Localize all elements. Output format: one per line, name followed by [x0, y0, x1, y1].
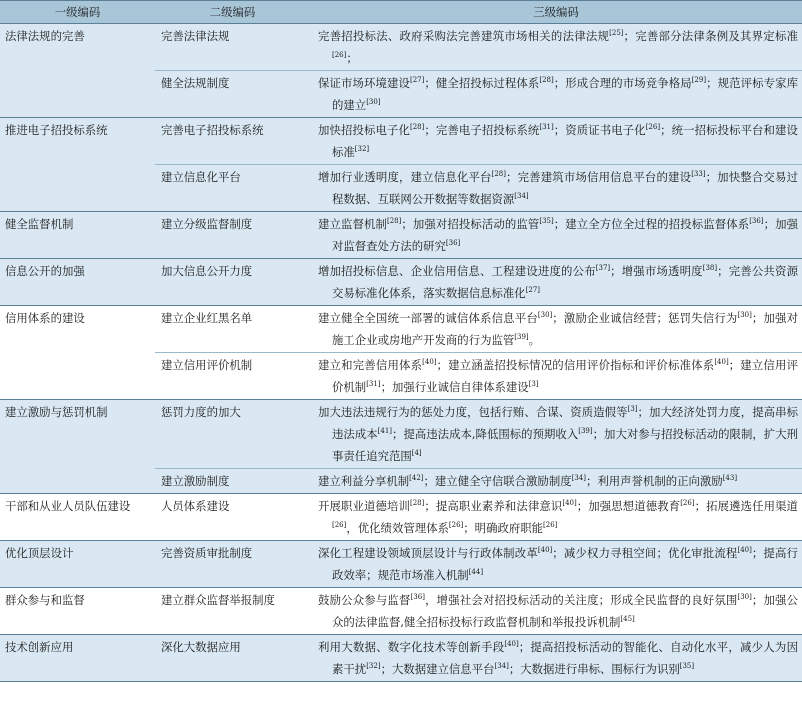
level3-text: 利用大数据、数字化技术等创新手段[40]；提高招投标活动的智能化、自动化水平，减少人为因素干扰[32]；大数据建立信息平台[34]；大数据进行串标、围标行为识别[35]	[318, 640, 798, 676]
citation-ref: [43]	[722, 474, 738, 482]
citation-ref: [34]	[514, 192, 529, 200]
level1-cell: 建立激励与惩罚机制	[0, 400, 155, 494]
level3-text: 增加招投标信息、企业信用信息、工程建设进度的公布[37]；增强市场透明度[38]；完善公共资源交易标准化体系，落实数据信息标准化[27]	[318, 264, 798, 300]
category-group	[0, 259, 802, 306]
citation-ref: [27]	[409, 76, 425, 84]
category-group	[0, 212, 802, 259]
level3-cell	[310, 212, 802, 259]
level3-cell	[310, 306, 802, 353]
table-row	[0, 494, 802, 541]
level3-cell	[310, 588, 802, 635]
category-group	[0, 635, 802, 682]
citation-ref: [26]	[543, 521, 558, 529]
citation-ref: [40]	[422, 358, 437, 366]
level3-cell	[310, 118, 802, 165]
level2-cell: 健全法规制度	[155, 71, 310, 118]
citation-ref: [40]	[737, 546, 752, 554]
table-row	[0, 306, 802, 353]
level3-cell	[310, 400, 802, 469]
category-group	[0, 588, 802, 635]
category-group	[0, 118, 802, 212]
table-row	[0, 24, 802, 71]
level3-cell	[310, 165, 802, 212]
citation-ref: [39]	[514, 333, 529, 341]
level3-cell	[310, 353, 802, 400]
level2-cell: 人员体系建设	[155, 494, 310, 541]
level1-cell: 信用体系的建设	[0, 306, 155, 400]
level1-cell: 干部和从业人员队伍建设	[0, 494, 155, 541]
citation-ref: [36]	[445, 239, 461, 247]
citation-ref: [26]	[680, 499, 695, 507]
table-row	[0, 588, 802, 635]
citation-ref: [40]	[537, 546, 553, 554]
header-level1: 一级编码	[0, 1, 155, 24]
citation-ref: [26]	[332, 521, 347, 529]
header-level2: 二级编码	[155, 1, 310, 24]
citation-ref: [26]	[332, 51, 347, 59]
citation-ref: [30]	[737, 593, 752, 601]
citation-ref: [28]	[539, 76, 554, 84]
level1-cell: 技术创新应用	[0, 635, 155, 682]
citation-ref: [40]	[714, 358, 729, 366]
citation-ref: [36]	[410, 593, 425, 601]
category-group	[0, 494, 802, 541]
citation-ref: [45]	[620, 615, 635, 623]
level2-cell: 完善电子招投标系统	[155, 118, 310, 165]
level2-cell: 完善法律法规	[155, 24, 310, 71]
level1-cell: 法律法规的完善	[0, 24, 155, 118]
level1-cell: 推进电子招投标系统	[0, 118, 155, 212]
citation-ref: [26]	[645, 123, 661, 131]
level3-cell	[310, 541, 802, 588]
table-row	[0, 212, 802, 259]
category-group	[0, 24, 802, 118]
citation-ref: [40]	[504, 640, 519, 648]
level3-cell	[310, 259, 802, 306]
level3-text: 完善招投标法、政府采购法完善建筑市场相关的法律法规[25]；完善部分法律条例及其界定标准[26]；	[318, 29, 798, 65]
category-group	[0, 541, 802, 588]
citation-ref: [31]	[539, 123, 554, 131]
citation-ref: [30]	[537, 311, 553, 319]
citation-ref: [36]	[749, 217, 764, 225]
citation-ref: [37]	[595, 264, 611, 272]
citation-ref: [3]	[627, 405, 638, 413]
citation-ref: [3]	[528, 380, 539, 388]
level3-text: 加快招投标电子化[28]；完善电子招投标系统[31]；资质证书电子化[26]；统一招标投标平台和建设标准[32]	[318, 123, 798, 159]
level3-text: 建立监督机制[28]；加强对招投标活动的监管[35]；建立全方位全过程的招投标监督体系[36]；加强对监督查处方法的研究[36]	[318, 217, 798, 253]
level1-cell: 优化顶层设计	[0, 541, 155, 588]
level3-text: 增加行业透明度，建立信息化平台[28]；完善建筑市场信用信息平台的建设[33]；加快整合交易过程数据、互联网公开数据等数据资源[34]	[318, 170, 798, 206]
level3-text: 建立和完善信用体系[40]；建立涵盖招投标情况的信用评价指标和评价标准体系[40]；建立信用评价机制[31]；加强行业诚信自律体系建设[3]	[318, 358, 798, 394]
level3-text: 开展职业道德培训[28]；提高职业素养和法律意识[40]；加强思想道德教育[26]；拓展遴选任用渠道[26]，优化绩效管理体系[26]；明确政府职能[26]	[318, 499, 798, 535]
citation-ref: [38]	[702, 264, 718, 272]
citation-ref: [44]	[468, 568, 484, 576]
level2-cell: 建立信息化平台	[155, 165, 310, 212]
table-row	[0, 400, 802, 469]
level3-text: 深化工程建设领域顶层设计与行政体制改革[40]；减少权力寻租空间；优化审批流程[40]；提高行政效率；规范市场准入机制[44]	[318, 546, 798, 582]
citation-ref: [35]	[679, 662, 695, 670]
citation-ref: [30]	[737, 311, 752, 319]
citation-ref: [40]	[562, 499, 577, 507]
level2-cell: 建立群众监督举报制度	[155, 588, 310, 635]
level3-cell	[310, 469, 802, 494]
citation-ref: [30]	[366, 98, 381, 106]
level2-cell: 深化大数据应用	[155, 635, 310, 682]
citation-ref: [28]	[387, 217, 402, 225]
level1-cell: 健全监督机制	[0, 212, 155, 259]
citation-ref: [41]	[377, 427, 393, 435]
level2-cell: 惩罚力度的加大	[155, 400, 310, 469]
level3-text: 保证市场环境建设[27]；健全招投标过程体系[28]；形成合理的市场竞争格局[29]；规范评标专家库的建立[30]	[318, 76, 798, 112]
table-row	[0, 118, 802, 165]
citation-ref: [32]	[354, 145, 370, 153]
table-row	[0, 635, 802, 682]
category-group	[0, 306, 802, 400]
level3-cell	[310, 494, 802, 541]
citation-ref: [39]	[578, 427, 593, 435]
level3-text: 鼓励公众参与监督[36]，增强社会对招投标活动的关注度；形成全民监督的良好氛围[30]；加强公众的法律监督,健全招标投标行政监督机制和举报投诉机制[45]	[318, 593, 798, 629]
citation-ref: [31]	[366, 380, 381, 388]
level3-text: 建立利益分享机制[42]；建立健全守信联合激励制度[34]；利用声誉机制的正向激励[43]	[318, 474, 738, 488]
level2-cell: 建立激励制度	[155, 469, 310, 494]
citation-ref: [33]	[691, 170, 706, 178]
level2-cell: 建立企业红黑名单	[155, 306, 310, 353]
citation-ref: [25]	[609, 29, 624, 37]
citation-ref: [34]	[571, 474, 586, 482]
header-level3: 三级编码	[310, 1, 802, 24]
level3-cell	[310, 71, 802, 118]
level1-cell: 群众参与和监督	[0, 588, 155, 635]
level3-text: 建立健全全国统一部署的诚信体系信息平台[30]；激励企业诚信经营；惩罚失信行为[30]；加强对施工企业或房地产开发商的行为监管[39]。	[318, 311, 798, 347]
citation-ref: [35]	[539, 217, 554, 225]
level3-cell	[310, 635, 802, 682]
category-group	[0, 400, 802, 494]
level2-cell: 完善资质审批制度	[155, 541, 310, 588]
citation-ref: [32]	[366, 662, 381, 670]
level1-cell: 信息公开的加强	[0, 259, 155, 306]
citation-ref: [28]	[409, 123, 425, 131]
table-row	[0, 541, 802, 588]
citation-ref: [29]	[691, 76, 707, 84]
citation-ref: [27]	[525, 286, 541, 294]
table-row	[0, 259, 802, 306]
citation-ref: [42]	[409, 474, 424, 482]
citation-ref: [4]	[411, 449, 422, 457]
level3-text: 加大违法违规行为的惩处力度，包括行贿、合谋、资质造假等[3]；加大经济处罚力度，提高串标违法成本[41]；提高违法成本,降低围标的预期收入[39]；加大对参与招投标活动的限制，扩大刑事责任追究范围[4]	[318, 405, 798, 463]
level2-cell: 建立信用评价机制	[155, 353, 310, 400]
level2-cell: 建立分级监督制度	[155, 212, 310, 259]
table-header	[0, 1, 802, 24]
citation-ref: [26]	[448, 521, 464, 529]
header-row	[0, 1, 802, 24]
citation-ref: [34]	[494, 662, 509, 670]
level3-cell	[310, 24, 802, 71]
level2-cell: 加大信息公开力度	[155, 259, 310, 306]
citation-ref: [28]	[491, 170, 506, 178]
citation-ref: [28]	[409, 499, 425, 507]
